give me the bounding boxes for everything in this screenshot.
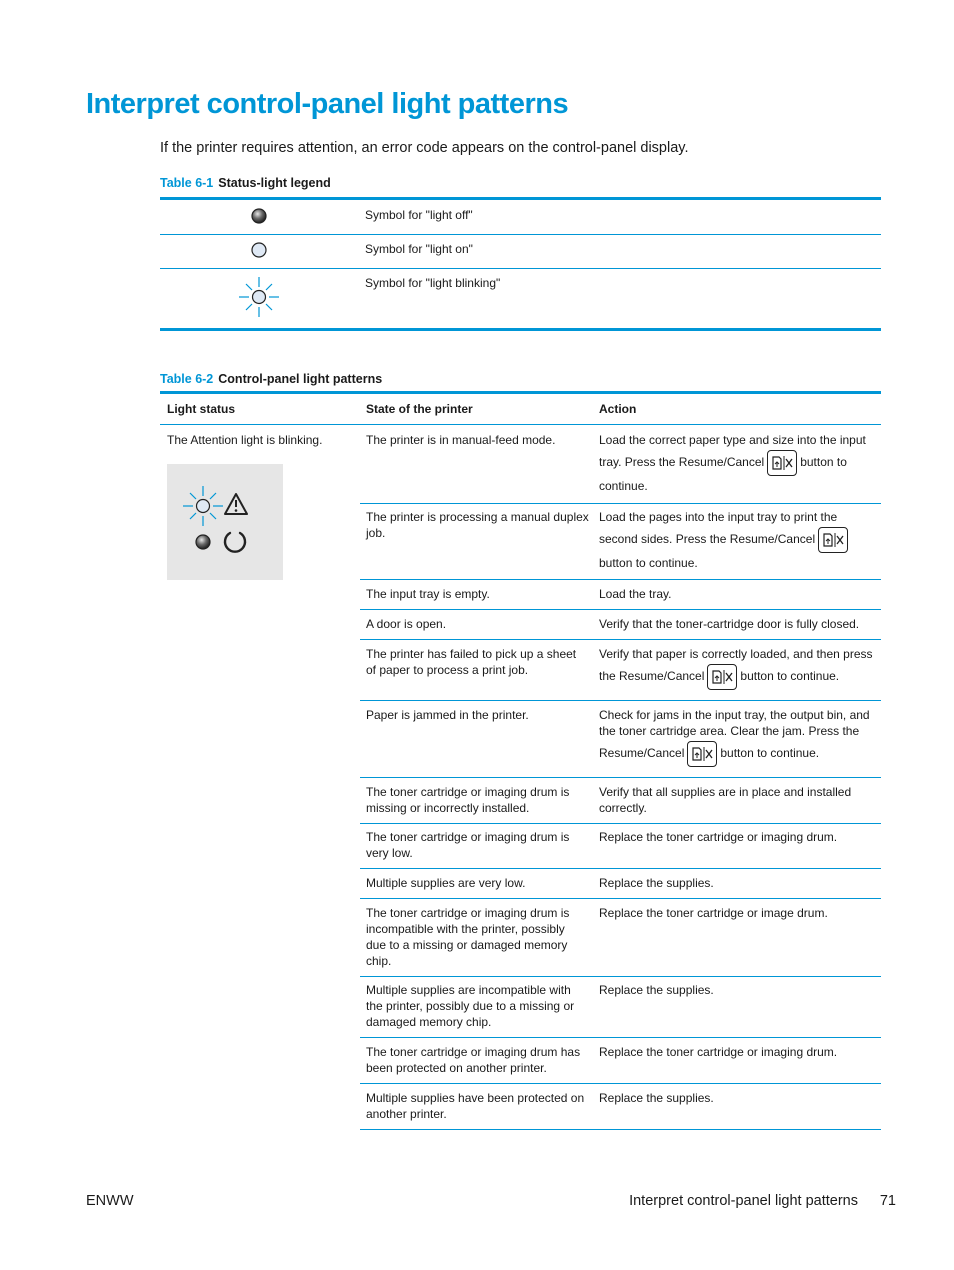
row-divider bbox=[360, 1037, 881, 1038]
light-status-text: The Attention light is blinking. bbox=[167, 433, 323, 447]
light-on-icon bbox=[250, 241, 268, 264]
state-cell: The toner cartridge or imaging drum is incompatible with the printer, possibly due to a missing or damaged memory chip. bbox=[366, 906, 570, 968]
light-blinking-icon bbox=[237, 275, 281, 324]
action-cell: Replace the toner cartridge or image drum. bbox=[599, 906, 828, 920]
table2-header-rule bbox=[160, 424, 881, 425]
table1-divider bbox=[160, 234, 881, 235]
state-cell: Multiple supplies are incompatible with the printer, possibly due to a missing or damaged memory chip. bbox=[366, 983, 575, 1029]
action-cell: Verify that paper is correctly loaded, and then press the Resume/Cancel button to continue. bbox=[599, 646, 881, 690]
action-cell: Load the tray. bbox=[599, 587, 672, 601]
attention-light-blinking-icon bbox=[181, 484, 225, 533]
resume-cancel-button-icon bbox=[687, 741, 717, 767]
column-header-state: State of the printer bbox=[366, 402, 473, 416]
column-header-action: Action bbox=[599, 402, 637, 416]
footer-title: Interpret control-panel light patterns bbox=[629, 1193, 858, 1209]
row-divider bbox=[360, 503, 881, 504]
state-cell: The input tray is empty. bbox=[366, 587, 490, 601]
light-off-icon bbox=[250, 207, 268, 230]
table1-divider bbox=[160, 268, 881, 269]
action-cell: Check for jams in the input tray, the output bin, and the toner cartridge area. Clear the jam. Press the Resume/Cancel button to continue. bbox=[599, 707, 881, 767]
resume-cancel-button-icon bbox=[707, 664, 737, 690]
table1-top-rule bbox=[160, 197, 881, 200]
resume-cancel-button-icon bbox=[767, 450, 797, 476]
action-cell: Verify that the toner-cartridge door is fully closed. bbox=[599, 617, 860, 631]
table1-row2-text: Symbol for "light on" bbox=[365, 242, 473, 256]
ready-light-off-icon bbox=[194, 533, 212, 556]
table2-bottom-rule bbox=[360, 1129, 881, 1130]
state-cell: A door is open. bbox=[366, 617, 447, 631]
state-cell: Multiple supplies have been protected on another printer. bbox=[366, 1091, 585, 1121]
action-cell: Replace the supplies. bbox=[599, 876, 714, 890]
action-cell: Verify that all supplies are in place and installed correctly. bbox=[599, 785, 852, 815]
action-cell: Load the correct paper type and size into the input tray. Press the Resume/Cancel button to continue. bbox=[599, 433, 866, 493]
intro-paragraph: If the printer requires attention, an error code appears on the control-panel display. bbox=[160, 140, 689, 156]
state-cell: Multiple supplies are very low. bbox=[366, 876, 526, 890]
page-number: 71 bbox=[879, 1193, 896, 1209]
page-title: Interpret control-panel light patterns bbox=[86, 88, 569, 120]
table2-title: Control-panel light patterns bbox=[218, 372, 383, 386]
row-divider bbox=[360, 700, 881, 701]
row-divider bbox=[360, 579, 881, 580]
row-divider bbox=[360, 868, 881, 869]
resume-cancel-symbol-icon bbox=[222, 529, 248, 560]
action-cell: Replace the toner cartridge or imaging drum. bbox=[599, 830, 838, 844]
state-cell: The toner cartridge or imaging drum is missing or incorrectly installed. bbox=[366, 785, 570, 815]
action-cell: Replace the supplies. bbox=[599, 983, 714, 997]
row-divider bbox=[360, 609, 881, 610]
table1-bottom-rule bbox=[160, 328, 881, 331]
state-cell: The printer is processing a manual duplex job. bbox=[366, 510, 589, 540]
table1-row3-text: Symbol for "light blinking" bbox=[365, 276, 501, 290]
row-divider bbox=[360, 898, 881, 899]
table1-row1-text: Symbol for "light off" bbox=[365, 208, 473, 222]
action-cell: Replace the toner cartridge or imaging drum. bbox=[599, 1045, 838, 1059]
control-panel-illustration bbox=[167, 464, 283, 580]
warning-triangle-icon bbox=[223, 492, 249, 521]
row-divider bbox=[360, 639, 881, 640]
resume-cancel-button-icon bbox=[818, 527, 848, 553]
row-divider bbox=[360, 777, 881, 778]
state-cell: The toner cartridge or imaging drum is very low. bbox=[366, 830, 570, 860]
table2-top-rule bbox=[160, 391, 881, 394]
table2-number: Table 6-2 bbox=[160, 372, 214, 386]
table1-number: Table 6-1 bbox=[160, 176, 214, 190]
row-divider bbox=[360, 823, 881, 824]
state-cell: The printer has failed to pick up a sheet of paper to process a print job. bbox=[366, 647, 577, 677]
state-cell: The printer is in manual-feed mode. bbox=[366, 433, 556, 447]
row-divider bbox=[360, 976, 881, 977]
column-header-light-status: Light status bbox=[167, 402, 235, 416]
table2-caption bbox=[160, 372, 382, 386]
table1-title: Status-light legend bbox=[218, 176, 331, 190]
row-divider bbox=[360, 1083, 881, 1084]
table1-caption bbox=[160, 176, 331, 190]
action-cell: Replace the supplies. bbox=[599, 1091, 714, 1105]
footer-left: ENWW bbox=[86, 1193, 134, 1209]
action-cell: Load the pages into the input tray to print the second sides. Press the Resume/Cancel button to continue. bbox=[599, 509, 881, 571]
state-cell: Paper is jammed in the printer. bbox=[366, 708, 529, 722]
state-cell: The toner cartridge or imaging drum has been protected on another printer. bbox=[366, 1045, 581, 1075]
